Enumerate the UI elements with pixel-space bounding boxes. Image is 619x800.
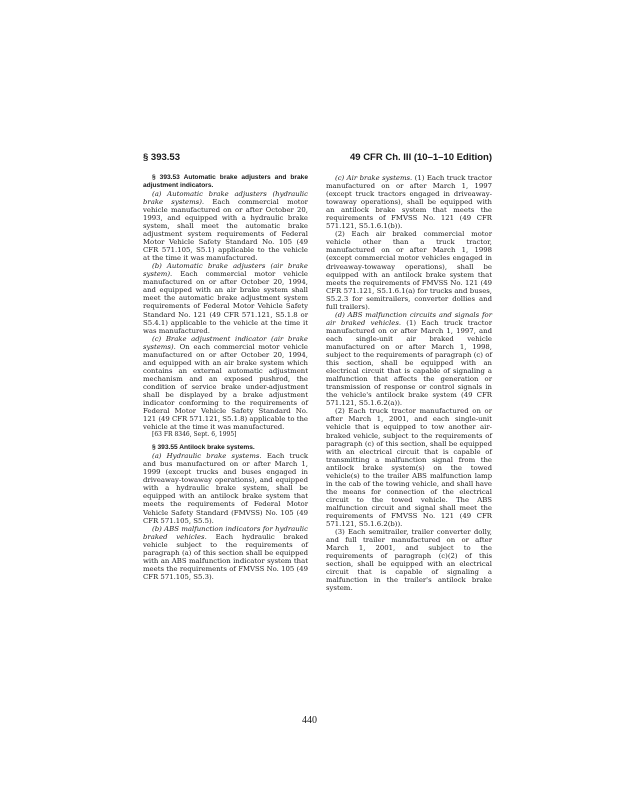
section-heading-393-55: § 393.55 Antilock brake systems.	[152, 444, 255, 452]
paragraph-a-title: (a) Automatic brake adjusters (hydraulic brake systems).	[143, 189, 308, 206]
paragraph-b-title: (b) Automatic brake adjusters (air brake system).	[143, 262, 308, 279]
paragraph-55-c1	[326, 174, 492, 230]
paragraph-c-text: On each commercial motor vehicle manufactured on or after October 20, 1994, and equipped with an air brake system which contains an external automatic adjustment mechanism and an exposed pushrod, the condition of service brake under-adjustment shall be displayed by a brake adjustment indicator conforming to the requirements of Federal Motor Vehicle Safety Standard No. 121 (49 CFR 571.121, S5.1.8) applicable to the vehicle at the time it was manufactured.	[143, 342, 309, 432]
paragraph-a	[143, 190, 308, 262]
paragraph-55-b-title: (b) ABS malfunction indicators for hydraulic braked vehicles.	[143, 524, 308, 541]
running-header	[143, 152, 492, 166]
paragraph-55-c-title: (c) Air brake systems.	[335, 174, 413, 182]
paragraph-c	[143, 335, 308, 432]
paragraph-55-d1	[326, 311, 492, 408]
chapter-reference: 49 CFR Ch. III (10–1–10 Edition)	[349, 152, 492, 163]
paragraph-b	[143, 262, 308, 334]
left-column	[143, 174, 308, 581]
paragraph-55-a	[143, 452, 308, 524]
paragraph-a-text: Each commercial motor vehicle manufactured on or after October 20, 1993, and equipped with a hydraulic brake system, shall meet the automatic brake adjustment system requirements of Federal Motor Vehicle Safety Standard No. 105 (49 CFR 571.105, S5.1) applicable to the vehicle at the time it was manufactured.	[143, 197, 308, 263]
paragraph-55-a-title: (a) Hydraulic brake systems.	[152, 452, 262, 461]
page-number: 440	[302, 715, 317, 726]
paragraph-55-c1-text: (1) Each truck tractor manufactured on or after March 1, 1997 (except truck tractors engaged in driveaway-towaway operations), shall be equipped with an antilock brake system that meets the requirements of FMVSS No. 121 (49 CFR 571.121, S5.1.6.1(b)).	[326, 174, 492, 231]
paragraph-55-d-title: (d) ABS malfunction circuits and signals for air braked vehicles.	[326, 310, 492, 327]
source-citation: [63 FR 8346, Sept. 6, 1995]	[152, 431, 237, 439]
paragraph-55-a-text: Each truck and bus manufactured on or after March 1, 1999 (except trucks and buses engaged in driveaway-towaway operations), and equipped with a hydraulic brake system, shall be equipped with an antilock brake system that meets the requirements of Federal Motor Vehicle Safety Standard (FMVSS) No. 105 (49 CFR 571.105, S5.5).	[143, 452, 308, 525]
section-reference: § 393.53	[143, 152, 180, 163]
paragraph-c-title: (c) Brake adjustment indicator (air brake systems).	[143, 334, 308, 351]
paragraph-55-d3: (3) Each semitrailer, trailer converter dolly, and full trailer manufactured on or after March 1, 2001, and subject to the requirements of paragraph (c)(2) of this section, shall be equipped with an electrical circuit that is capable of signaling a malfunction in the trailer's antilock brake system.	[326, 528, 492, 593]
right-column	[326, 174, 492, 592]
paragraph-55-d2: (2) Each truck tractor manufactured on or after March 1, 2001, and each single-unit vehicle that is equipped to tow another air-braked vehicle, subject to the requirements of paragraph (c) of this section, shall be equipped with an electrical circuit that is capable of transmitting a malfunction signal from the antilock brake system(s) on the towed vehicle(s) to the trailer ABS malfunction lamp in the cab of the towing vehicle, and shall have the means for connection of the electrical circuit to the towed vehicle. The ABS malfunction circuit and signal shall meet the requirements of FMVSS No. 121 (49 CFR 571.121, S5.1.6.2(b)).	[326, 407, 492, 529]
paragraph-55-b	[143, 525, 308, 581]
paragraph-55-c2: (2) Each air braked commercial motor vehicle other than a truck tractor, manufactured on or after March 1, 1998 (except commercial motor vehicles engaged in driveaway-towaway operations), shall be equipped with an antilock brake system that meets the requirements of FMVSS No. 121 (49 CFR 571.121, S5.1.6.1(a) for trucks and buses, S5.2.3 for semitrailers, converter dollies and full trailers).	[326, 230, 492, 311]
paragraph-55-d1-text: (1) Each truck tractor manufactured on or after March 1, 1997, and each single-unit air braked vehicle manufactured on or after March 1, 1998, subject to the requirements of paragraph (c) of this section, shall be equipped with an electrical circuit that is capable of signaling a malfunction that affects the generation or transmission of response or control signals in the vehicle's antilock brake system (49 CFR 571.121, S5.1.6.2(a)).	[326, 318, 492, 408]
section-heading-393-53: § 393.53 Automatic brake adjusters and brake adjustment indicators.	[143, 174, 308, 189]
paragraph-55-b-text: Each hydraulic braked vehicle subject to the requirements of paragraph (a) of this section shall be equipped with an ABS malfunction indicator system that meets the requirements of FMVSS No. 105 (49 CFR 571.105, S5.3).	[143, 532, 308, 581]
paragraph-b-text: Each commercial motor vehicle manufactured on or after October 20, 1994, and equipped with an air brake system shall meet the automatic brake adjustment system requirements of Federal Motor Vehicle Safety Standard No. 121 (49 CFR 571.121, S5.1.8 or S5.4.1) applicable to the vehicle at the time it was manufactured.	[143, 270, 308, 335]
